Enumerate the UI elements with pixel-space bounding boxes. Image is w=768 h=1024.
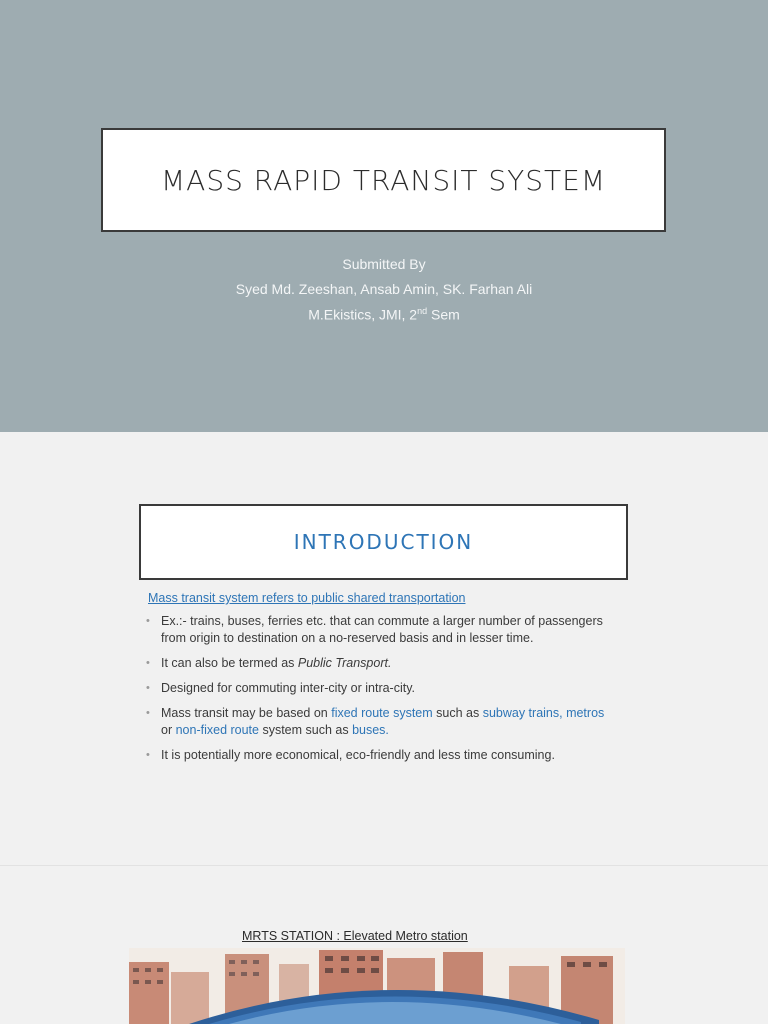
submitted-by-label: Submitted By [342, 256, 426, 272]
highlight-buses: buses. [352, 723, 389, 737]
slide-title: MASS RAPID TRANSIT SYSTEM [161, 163, 606, 197]
bullet-item [146, 747, 626, 764]
introduction-slide [0, 433, 768, 865]
bullet-text: Designed for commuting inter-city or intra-city. [161, 681, 416, 695]
authors-line: Syed Md. Zeeshan, Ansab Amin, SK. Farhan Ali [235, 281, 533, 297]
title-box [101, 128, 666, 232]
bullet-list [146, 613, 626, 772]
bullet-italic: Public Transport. [297, 656, 392, 670]
bullet-text-cont: from origin to destination on a no-reserved basis and in lesser time. [161, 631, 534, 645]
bullet-item [146, 680, 626, 697]
highlight-fixed-route: fixed route system [331, 706, 433, 720]
bullet-text: or [161, 723, 176, 737]
station-slide [0, 866, 768, 1024]
highlight-non-fixed: non-fixed route [175, 723, 259, 737]
metro-station-photo [129, 948, 625, 1024]
bullet-item [146, 655, 626, 672]
photo-caption: MRTS STATION : Elevated Metro station [242, 929, 468, 943]
title-slide [0, 0, 768, 432]
course-superscript: nd [417, 306, 428, 316]
course-prefix: M.Ekistics, JMI, 2 [308, 306, 418, 323]
heading-box [139, 504, 628, 580]
bullet-text: It is potentially more economical, eco-friendly and less time consuming. [161, 748, 555, 762]
bullet-text: system such as [258, 723, 353, 737]
highlight-subway: subway trains, metros [482, 706, 605, 720]
bullet-item [146, 705, 626, 739]
bullet-item [146, 613, 626, 647]
bullet-text: such as [432, 706, 483, 720]
bullet-text: Ex.:- trains, buses, ferries etc. that can commute a larger number of passengers [161, 614, 603, 628]
course-suffix: Sem [427, 306, 460, 323]
course-line [0, 306, 768, 323]
lead-link[interactable]: Mass transit system refers to public shared transportation [148, 591, 466, 605]
bullet-text: It can also be termed as [161, 656, 298, 670]
bullet-text: Mass transit may be based on [161, 706, 332, 720]
slide-heading: INTRODUCTION [293, 530, 474, 554]
